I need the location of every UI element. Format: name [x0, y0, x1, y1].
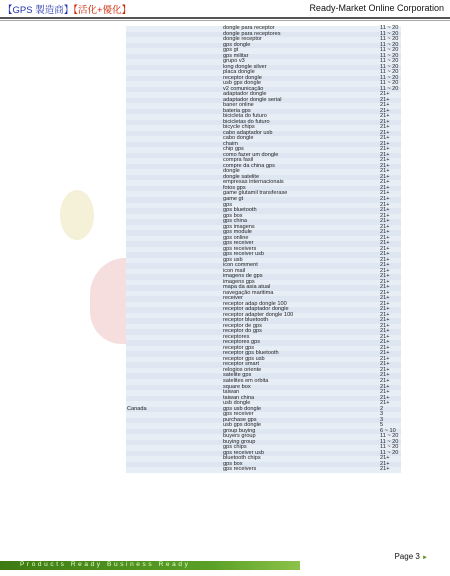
keyword-cell: grupo v3 — [223, 58, 245, 65]
count-cell: 21+ — [380, 394, 390, 401]
keyword-cell: usb dongle — [223, 400, 251, 407]
count-cell: 21+ — [380, 295, 390, 302]
count-cell: 21+ — [380, 113, 390, 120]
count-cell: 21+ — [380, 107, 390, 114]
count-cell: 21+ — [380, 400, 390, 407]
corporation-name: Ready-Market Online Corporation — [309, 3, 444, 13]
keyword-cell: gps receiver usb — [223, 251, 265, 258]
count-cell: 21+ — [380, 383, 390, 390]
keyword-cell: bateria gps — [223, 107, 251, 114]
keyword-cell: bicycle chips — [223, 124, 255, 131]
keyword-cell: imagens gps — [223, 278, 255, 285]
count-cell: 21+ — [380, 339, 390, 346]
count-cell: 21+ — [380, 344, 390, 351]
count-cell: 21+ — [380, 234, 390, 241]
count-cell: 21+ — [380, 223, 390, 230]
count-cell: 11 ~ 20 — [380, 449, 399, 456]
keyword-cell: receptor de gps — [223, 322, 262, 329]
count-cell: 21+ — [380, 306, 390, 313]
count-cell: 2 — [380, 405, 384, 412]
keyword-cell: dongle para receptores — [223, 30, 281, 37]
keyword-cell: mapa da asia atual — [223, 284, 271, 291]
count-cell: 21+ — [380, 300, 390, 307]
header-divider — [0, 17, 450, 19]
keyword-cell: imagens de gps — [223, 273, 263, 280]
count-cell: 21+ — [380, 102, 390, 109]
keyword-cell: receptores — [223, 333, 250, 340]
keyword-cell: receiver — [223, 295, 243, 302]
count-cell: 21+ — [380, 372, 390, 379]
count-cell: 21+ — [380, 162, 390, 169]
count-cell: 6 ~ 10 — [380, 427, 396, 434]
keyword-cell: cabo adaptador usb — [223, 129, 273, 136]
count-cell: 21+ — [380, 91, 390, 98]
keyword-cell: buyers group — [223, 433, 256, 440]
keyword-cell: gps — [223, 201, 233, 208]
count-cell: 21+ — [380, 151, 390, 158]
count-cell: 21+ — [380, 355, 390, 362]
keyword-cell: cabo dongle — [223, 135, 254, 142]
keyword-cell: satelites em orbita — [223, 378, 269, 384]
header-divider-thin — [0, 20, 450, 21]
count-cell: 21+ — [380, 207, 390, 214]
count-cell: 11 ~ 20 — [380, 52, 399, 59]
count-cell: 21+ — [380, 317, 390, 324]
count-cell: 21+ — [380, 96, 390, 103]
keyword-cell: gps box — [223, 212, 243, 219]
count-cell: 21+ — [380, 366, 390, 373]
keyword-cell: gps receiver usb — [223, 449, 265, 456]
keyword-cell: dongle para receptor — [223, 25, 275, 31]
keyword-cell: bicicleta do futuro — [223, 113, 267, 120]
keyword-cell: receptor dongle — [223, 74, 262, 81]
count-cell: 21+ — [380, 140, 390, 147]
keyword-cell: compre da china gps — [223, 162, 275, 169]
keyword-cell: dongle receptor — [223, 36, 262, 43]
keyword-cell: receptor adaptador dongle — [223, 306, 289, 313]
count-cell: 11 ~ 20 — [380, 58, 399, 65]
count-cell: 21+ — [380, 118, 390, 125]
count-cell: 11 ~ 20 — [380, 438, 399, 445]
keyword-cell: v2 comunicação — [223, 85, 264, 92]
keyword-cell: gps online — [223, 234, 249, 241]
count-cell: 21+ — [380, 184, 390, 191]
keyword-cell: fotos gps — [223, 184, 246, 191]
count-cell: 21+ — [380, 322, 390, 329]
keyword-cell: gps bluetooth — [223, 207, 257, 214]
keyword-cell: purchase gps — [223, 416, 257, 423]
count-cell: 21+ — [380, 389, 390, 396]
count-cell: 21+ — [380, 273, 390, 280]
keyword-cell: satelite gps — [223, 372, 252, 379]
count-cell: 11 ~ 20 — [380, 80, 399, 87]
count-cell: 21+ — [380, 289, 390, 296]
keyword-cell: square box — [223, 383, 251, 390]
count-cell: 21+ — [380, 168, 390, 175]
keyword-cell: receptor bluetooth — [223, 317, 269, 324]
keyword-cell: gps gt — [223, 47, 239, 54]
keyword-cell: dongle — [223, 168, 240, 175]
count-cell: 11 ~ 20 — [380, 433, 399, 440]
table-row — [126, 467, 401, 473]
brand-highlight: 【活化+優化】 — [73, 5, 132, 16]
count-cell: 11 ~ 20 — [380, 69, 399, 76]
page-number — [394, 552, 428, 561]
page-header — [0, 0, 450, 18]
keyword-cell: buying group — [223, 438, 256, 445]
count-cell: 21+ — [380, 179, 390, 186]
keyword-cell: baner online — [223, 102, 254, 109]
keyword-cell: gps usb dongle — [223, 405, 261, 412]
country-cell: Canada — [127, 405, 147, 412]
keyword-cell: game glutamil transferase — [223, 190, 288, 197]
keyword-cell: gps receivers — [223, 466, 257, 473]
count-cell: 21+ — [380, 278, 390, 285]
count-cell: 21+ — [380, 124, 390, 131]
keyword-cell: taiwan china — [223, 394, 255, 401]
keyword-cell: icon mail — [223, 267, 246, 274]
count-cell: 11 ~ 20 — [380, 36, 399, 43]
brand-prefix: 【GPS 製造商】 — [3, 5, 74, 16]
keyword-cell: gps receiver — [223, 411, 254, 418]
count-cell: 21+ — [380, 229, 390, 236]
count-cell: 21+ — [380, 455, 390, 462]
keyword-cell: relogios oriente — [223, 366, 262, 373]
count-cell: 21+ — [380, 466, 390, 473]
count-cell: 21+ — [380, 218, 390, 225]
count-cell: 11 ~ 20 — [380, 41, 399, 48]
keyword-cell: chip gps — [223, 146, 244, 153]
keyword-cell: empresas internacionais — [223, 179, 284, 186]
keyword-cell: como fazer um dongle — [223, 151, 279, 158]
count-cell: 21+ — [380, 240, 390, 247]
footer-banner — [0, 561, 300, 570]
count-cell: 3 — [380, 411, 384, 418]
count-cell: 21+ — [380, 460, 390, 467]
keyword-cell: receptor adap dongle 100 — [223, 300, 287, 307]
keyword-cell: bluetooth chips — [223, 455, 261, 462]
count-cell: 21+ — [380, 135, 390, 142]
keyword-cell: compra fasil — [223, 157, 254, 164]
keyword-cell: receptor do gps — [223, 328, 262, 335]
count-cell: 21+ — [380, 256, 390, 263]
keyword-cell: gps dongle — [223, 41, 251, 48]
page-label: Page 3 — [394, 552, 420, 561]
count-cell: 11 ~ 20 — [380, 63, 399, 70]
count-cell: 21+ — [380, 378, 390, 384]
count-cell: 11 ~ 20 — [380, 25, 399, 31]
count-cell: 11 ~ 20 — [380, 85, 399, 92]
keyword-cell: receptor gps bluetooth — [223, 350, 279, 357]
brand-title — [3, 2, 131, 16]
count-cell: 21+ — [380, 262, 390, 269]
keyword-cell: taiwan — [223, 389, 240, 396]
keyword-cell: long dongle silver — [223, 63, 267, 70]
count-cell: 21+ — [380, 245, 390, 252]
keyword-cell: bicicletas do futuro — [223, 118, 270, 125]
count-cell: 21+ — [380, 195, 390, 202]
keyword-cell: adaptador dongle serial — [223, 96, 282, 103]
arrow-right-icon: ► — [422, 555, 428, 561]
keyword-cell: receptor gps usb — [223, 355, 265, 362]
count-cell: 11 ~ 20 — [380, 74, 399, 81]
keyword-cell: adaptador dongle — [223, 91, 267, 98]
footer-slogan: Products Ready Business Ready — [20, 561, 191, 568]
count-cell: 21+ — [380, 333, 390, 340]
keyword-cell: dongle satelite — [223, 173, 260, 180]
count-cell: 21+ — [380, 361, 390, 368]
keyword-cell: placa dongle — [223, 69, 255, 76]
count-cell: 21+ — [380, 251, 390, 258]
keyword-cell: navegação maritima — [223, 289, 274, 296]
count-cell: 5 — [380, 422, 384, 429]
keyword-cell: game gt — [223, 195, 244, 202]
count-cell: 21+ — [380, 173, 390, 180]
keyword-cell: gps imagens — [223, 223, 255, 230]
count-cell: 21+ — [380, 146, 390, 153]
count-cell: 21+ — [380, 190, 390, 197]
keyword-cell: chaim — [223, 140, 238, 147]
keyword-cell: receptores gps — [223, 339, 261, 346]
count-cell: 21+ — [380, 129, 390, 136]
count-cell: 21+ — [380, 311, 390, 318]
keyword-cell: gps china — [223, 218, 247, 225]
keyword-cell: group buying — [223, 427, 256, 434]
count-cell: 21+ — [380, 201, 390, 208]
count-cell: 21+ — [380, 284, 390, 291]
keyword-table — [126, 26, 401, 473]
count-cell: 21+ — [380, 328, 390, 335]
count-cell: 21+ — [380, 350, 390, 357]
keyword-cell: gps receiver — [223, 240, 254, 247]
keyword-cell: gps module — [223, 229, 252, 236]
keyword-cell: gps box — [223, 460, 243, 467]
keyword-cell: receptor gps — [223, 344, 255, 351]
count-cell: 21+ — [380, 157, 390, 164]
count-cell: 11 ~ 20 — [380, 30, 399, 37]
keyword-cell: gps chips — [223, 444, 247, 451]
keyword-cell: receptor smart — [223, 361, 260, 368]
keyword-cell: gps militar — [223, 52, 249, 59]
keyword-cell: receptor adapter dongle 100 — [223, 311, 294, 318]
count-cell: 21+ — [380, 267, 390, 274]
keyword-cell: usb gps dongle — [223, 422, 261, 429]
count-cell: 11 ~ 20 — [380, 444, 399, 451]
keyword-cell: gps usb — [223, 256, 243, 263]
count-cell: 3 — [380, 416, 384, 423]
watermark-shape — [60, 190, 94, 240]
keyword-cell: gps receivers — [223, 245, 257, 252]
count-cell: 11 ~ 20 — [380, 47, 399, 54]
keyword-cell: icon comment — [223, 262, 258, 269]
count-cell: 21+ — [380, 212, 390, 219]
keyword-cell: usb gps dongle — [223, 80, 261, 87]
